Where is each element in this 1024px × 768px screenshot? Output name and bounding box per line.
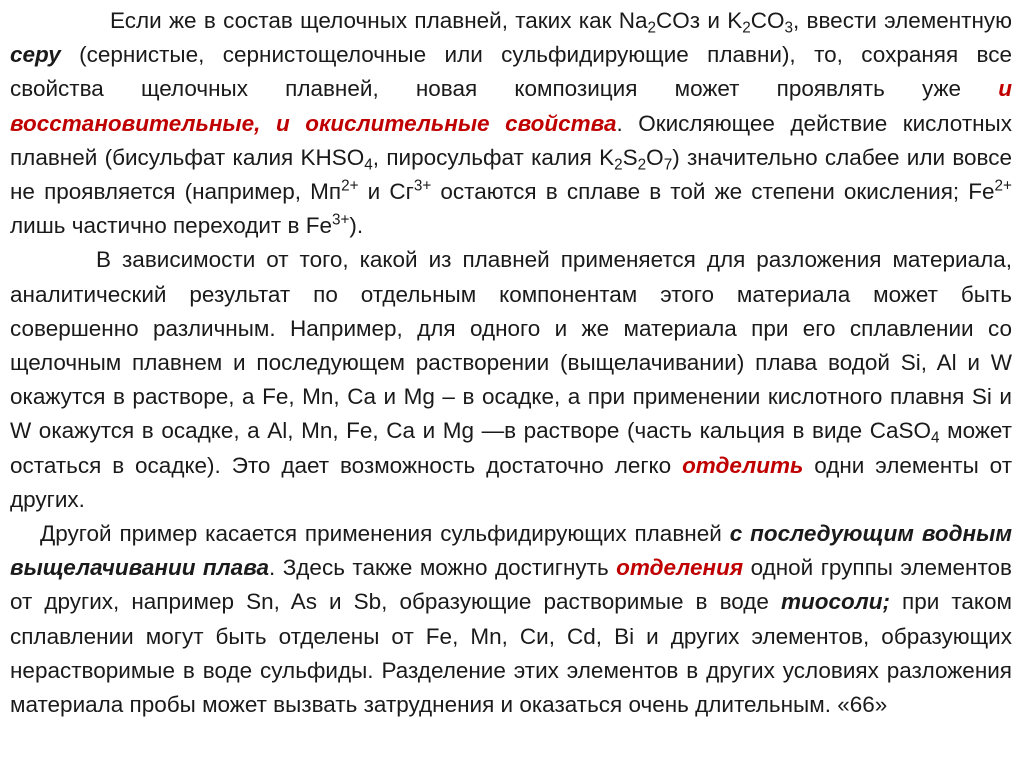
superscript: 3+: [331, 211, 350, 229]
emphasis-bold-italic: серу: [10, 42, 61, 68]
text-run: и Сг: [358, 179, 414, 205]
text-run: . Здесь также можно достигнуть: [269, 555, 617, 581]
subscript: 3: [784, 19, 793, 37]
text-run: одни элементы от других.: [10, 452, 1012, 512]
text-run: Если же в состав щелочных плавней, таких как Na: [110, 8, 648, 33]
paragraph-2: [10, 243, 1012, 517]
text-run: одной группы элементов от других, например Sn, As и Sb, образующие растворимые в воде: [10, 555, 1012, 615]
subscript: 4: [364, 156, 373, 174]
text-run: CO: [750, 8, 785, 33]
subscript: 2: [742, 19, 751, 37]
subscript: 2: [637, 156, 647, 174]
text-run: ).: [349, 213, 364, 239]
text-run: COз и K: [656, 8, 743, 33]
emphasis-bold-italic: с последующим водным выщелачивании плава: [10, 521, 1012, 581]
superscript: 2+: [341, 177, 359, 195]
text-run: , пиросульфат калия K: [372, 144, 615, 170]
text-run: остаются в сплаве в той же степени окисления; Fe: [431, 179, 995, 205]
superscript: 3+: [413, 177, 432, 195]
subscript: 2: [647, 19, 656, 37]
document-body: [10, 4, 1012, 768]
emphasis-red: отделения: [616, 555, 744, 581]
paragraph-3: [10, 517, 1012, 722]
subscript: 4: [931, 429, 940, 447]
emphasis-red: и восстановительные, и окислительные свойства: [10, 76, 1012, 136]
text-run: ) значительно слабее или вовсе не проявляется (например, Мп: [10, 144, 1012, 205]
text-run: , ввести элементную: [793, 8, 1012, 33]
text-run: (сернистые, сернистощелочные или сульфидирующие плавни), то, сохраняя все свойства щелочных плавней, новая композиция может проявлять уже: [10, 42, 1012, 102]
subscript: 7: [663, 156, 673, 174]
emphasis-red: отделить: [682, 452, 804, 478]
subscript: 2: [614, 156, 623, 174]
text-run: при таком сплавлении могут быть отделены от Fe, Mn, Cи, Cd, Bi и других элементов, образующих нерастворимые в воде сульфиды. Разделение этих элементов в других условиях разложения материала пробы может вызвать затруднения и оказаться очень длительным. «66»: [10, 589, 1012, 718]
text-run: может остаться в осадке). Это дает возможность достаточно легко: [10, 418, 1012, 478]
text-run: . Окисляющее действие кислотных плавней (бисульфат калия KHSO: [10, 110, 1012, 170]
text-run: лишь частично переходит в Fe: [10, 213, 332, 239]
text-run: S: [622, 144, 638, 170]
paragraph-1: [10, 4, 1012, 243]
superscript: 2+: [994, 177, 1012, 195]
text-run: Другой пример касается применения сульфидирующих плавней: [40, 521, 730, 547]
text-run: В зависимости от того, какой из плавней применяется для разложения материала, аналитический результат по отдельным компонентам этого материала может быть совершенно различным. Например, для одного и же материала при его сплавлении со щелочным плавнем и последующем растворении (выщелачивании) плава водой Si, Al и W окажутся в растворе, а Fe, Mn, Ca и Mg – в осадке, а при применении кислотного плавня Si и W окажутся в осадке, а Al, Mn, Fe, Ca и Mg —в растворе (часть кальция в виде CaSO: [10, 247, 1012, 444]
emphasis-bold-italic: тиосоли;: [780, 589, 890, 615]
text-run: O: [646, 144, 664, 170]
